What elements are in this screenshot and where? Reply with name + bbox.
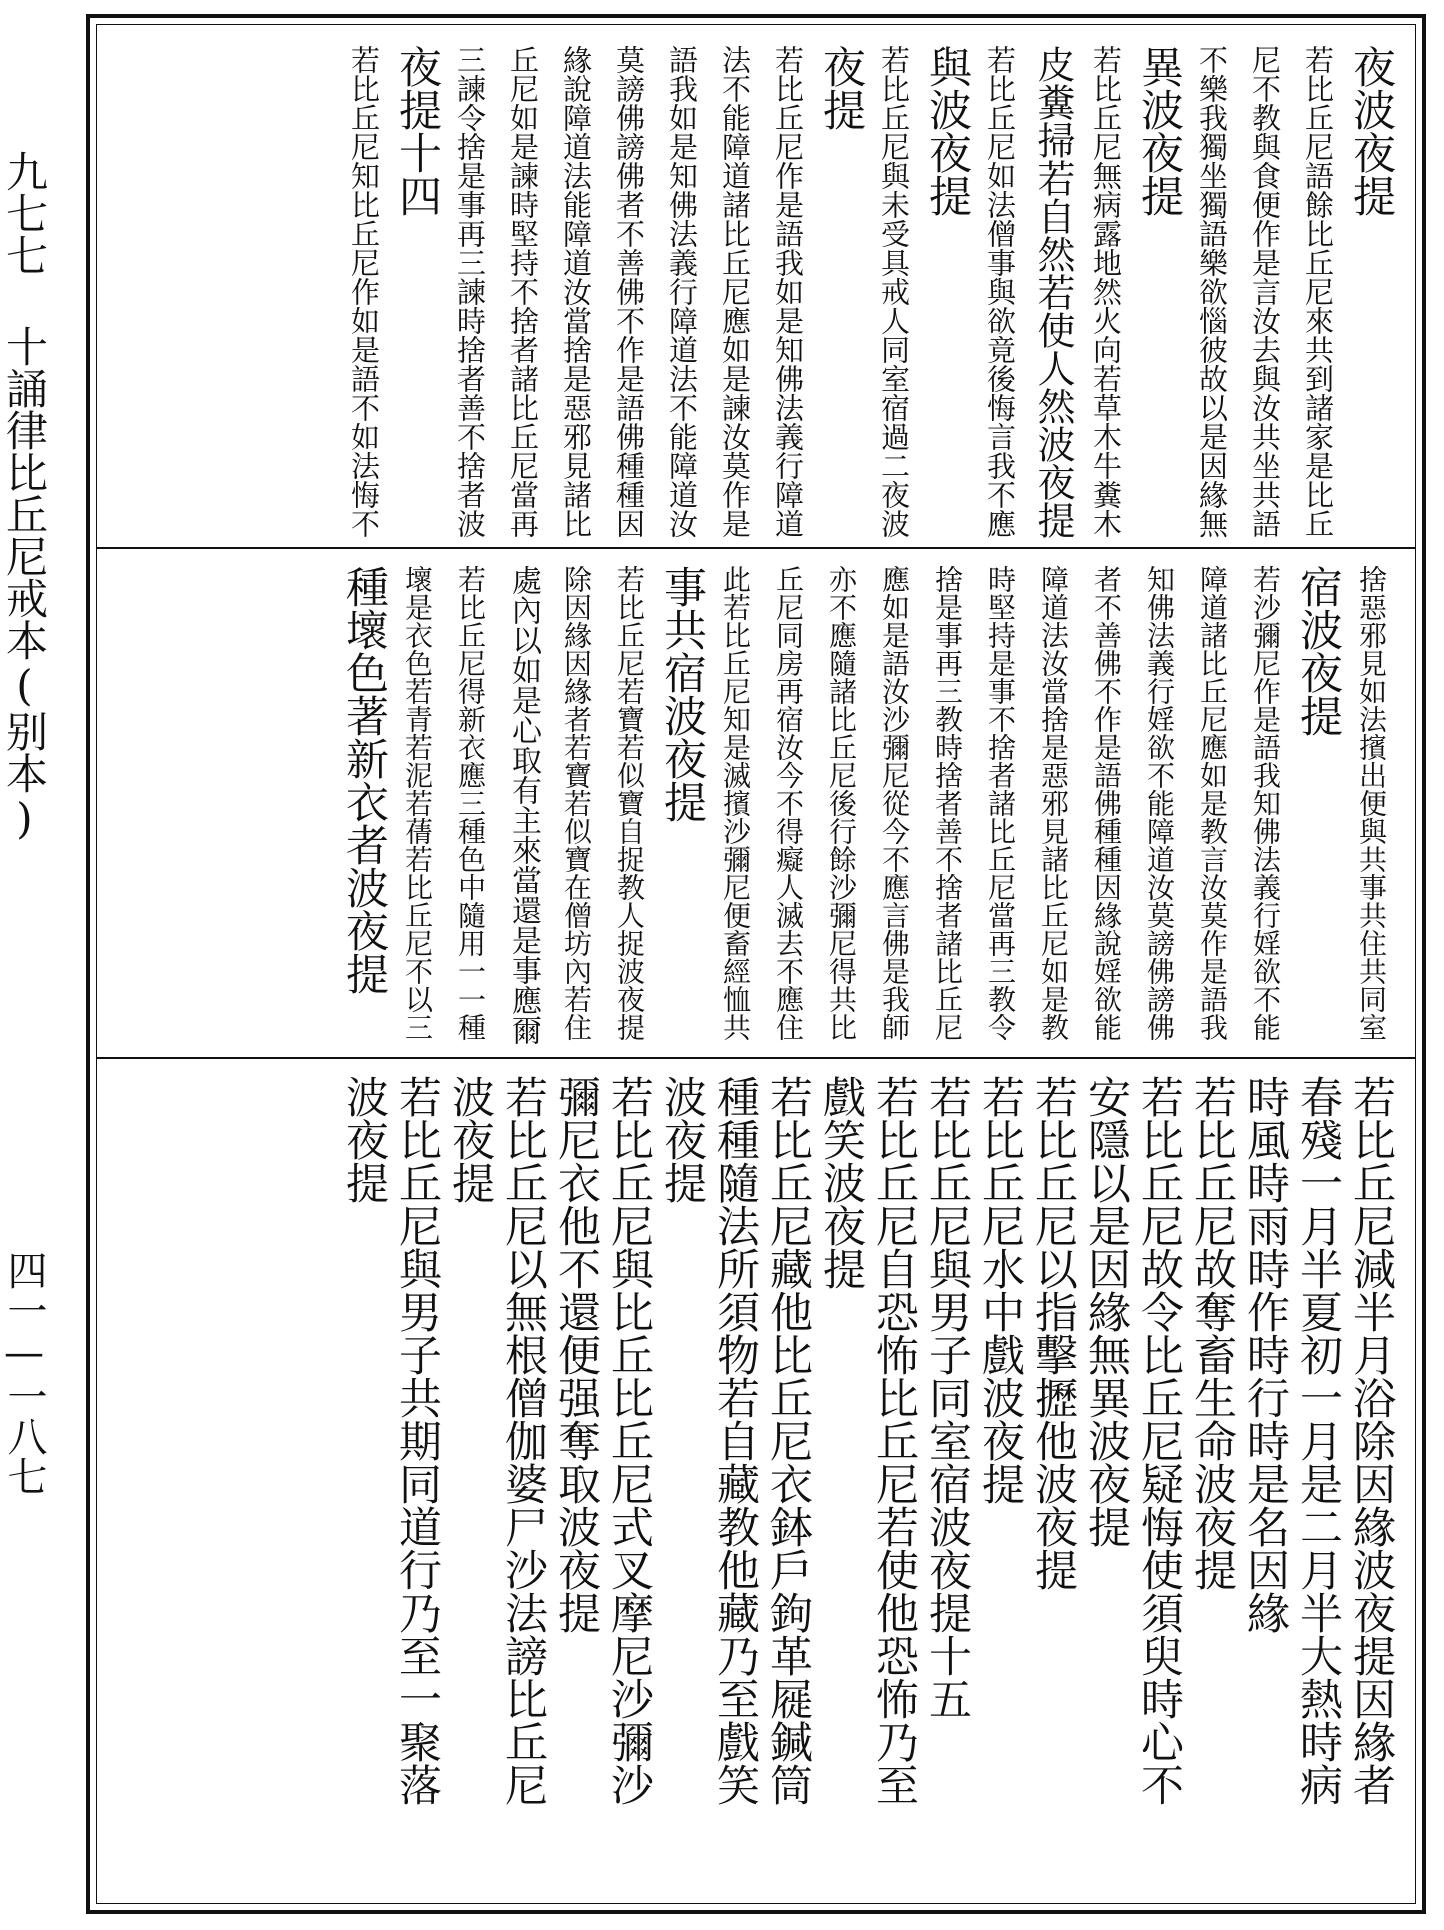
text-column: 若比丘尼如法僧事與欲竟後悔言我不應 xyxy=(983,45,1017,538)
text-column: 戲笑波夜提 xyxy=(816,1075,866,1290)
text-column: 捨是事再三教時捨者善不捨者諸比丘尼 xyxy=(931,565,964,1041)
text-column: 異波夜提 xyxy=(1134,45,1184,217)
text-column: 壞是衣色若青若泥若蒨若比丘尼不以三 xyxy=(401,565,434,1041)
text-column: 波夜提 xyxy=(339,1075,389,1204)
text-column: 捨惡邪見如法擯出便與共事共住共同室 xyxy=(1355,565,1388,1041)
text-panel-upper xyxy=(97,45,1415,545)
text-column: 亦不應隨諸比丘尼後行餘沙彌尼得共比 xyxy=(825,565,858,1041)
text-column: 若比丘尼藏他比丘尼衣鉢戶鉤革屣鍼筒 xyxy=(763,1075,813,1806)
text-column: 夜提 xyxy=(816,45,866,131)
text-column: 與波夜提 xyxy=(922,45,972,217)
text-column: 莫謗佛謗佛者不善佛不作是語佛種種因 xyxy=(612,45,646,538)
text-column: 若比丘尼無病露地然火向若草木牛糞木 xyxy=(1089,45,1123,538)
text-column: 障道諸比丘尼應如是教言汝莫作是語我 xyxy=(1196,565,1229,1041)
text-column: 波夜提 xyxy=(445,1075,495,1204)
text-column: 若沙彌尼作是語我知佛法義行婬欲不能 xyxy=(1249,565,1282,1041)
text-column: 若比丘尼與未受具戒人同室宿過二夜波 xyxy=(877,45,911,538)
text-column: 不樂我獨坐獨語樂欲惱彼故以是因緣無 xyxy=(1195,45,1229,538)
text-column: 知佛法義行婬欲不能障道汝莫謗佛謗佛 xyxy=(1143,565,1176,1041)
text-column: 若比丘尼與男子共期同道行乃至一聚落 xyxy=(392,1075,442,1806)
text-column: 若比丘尼與比丘比丘尼式叉摩尼沙彌沙 xyxy=(604,1075,654,1806)
text-column: 三諫令捨是事再三諫時捨者善不捨者波 xyxy=(453,45,487,538)
text-column: 種壞色著新衣者波夜提 xyxy=(339,565,389,995)
text-column: 此若比丘尼知是滅擯沙彌尼便畜經恤共 xyxy=(719,565,752,1041)
text-column: 若比丘尼故奪畜生命波夜提 xyxy=(1187,1075,1237,1591)
text-column: 種種隨法所須物若自藏教他藏乃至戲笑 xyxy=(710,1075,760,1806)
text-column: 若比丘尼得新衣應三種色中隨用一一種 xyxy=(454,565,487,1041)
text-column: 若比丘尼水中戲波夜提 xyxy=(975,1075,1025,1505)
text-column: 夜波夜提 xyxy=(1346,45,1396,217)
text-column: 緣說障道法能障道汝當捨是惡邪見諸比 xyxy=(559,45,593,538)
text-column: 丘尼如是諫時堅持不捨者諸比丘尼當再 xyxy=(506,45,540,538)
text-column: 時堅持是事不捨者諸比丘尼當再三教令 xyxy=(984,565,1017,1041)
text-panel-lower xyxy=(97,1075,1415,1895)
text-column: 處內以如是心取有主來當還是事應爾 xyxy=(506,565,541,1045)
text-column: 丘尼同房再宿汝今不得癡人滅去不應住 xyxy=(772,565,805,1041)
text-column: 者不善佛不作是語佛種種因緣說婬欲能 xyxy=(1090,565,1123,1041)
text-column: 若比丘尼自恐怖比丘尼若使他恐怖乃至 xyxy=(869,1075,919,1806)
text-column: 若比丘尼以指擊攊他波夜提 xyxy=(1028,1075,1078,1591)
text-column: 若比丘尼作是語我如是知佛法義行障道 xyxy=(771,45,805,538)
margin-title: 九七七 十誦律比丘尼戒本(别本) xyxy=(0,150,49,843)
text-column: 宿波夜提 xyxy=(1293,565,1343,737)
panel-divider-lower xyxy=(97,1057,1415,1059)
text-column: 若比丘尼知比丘尼作如是語不如法悔不 xyxy=(347,45,381,538)
text-column: 皮糞掃若自然若使人然波夜提 xyxy=(1031,45,1075,539)
page-frame xyxy=(86,14,1426,1914)
text-column: 若比丘尼故令比丘尼疑悔使須臾時心不 xyxy=(1134,1075,1184,1806)
text-column: 若比丘尼語餘比丘尼來共到諸家是比丘 xyxy=(1301,45,1335,538)
text-column: 若比丘尼若寶若似寶自捉教人捉波夜提 xyxy=(613,565,646,1041)
page-frame-inner xyxy=(96,24,1416,1904)
text-column: 若比丘尼以無根僧伽婆尸沙法謗比丘尼 xyxy=(498,1075,548,1806)
text-column: 波夜提 xyxy=(657,1075,707,1204)
text-column: 法不能障道諸比丘尼應如是諫汝莫作是 xyxy=(718,45,752,538)
panel-divider-upper xyxy=(97,547,1415,549)
text-column: 除因緣因緣者若寶若似寶在僧坊內若住 xyxy=(560,565,593,1041)
text-column: 時風時雨時作時行時是名因緣 xyxy=(1240,1075,1290,1634)
text-column: 夜提十四 xyxy=(392,45,442,217)
text-column: 應如是語汝沙彌尼從今不應言佛是我師 xyxy=(878,565,911,1041)
text-column: 若比丘尼與男子同室宿波夜提十五 xyxy=(922,1075,972,1720)
text-column: 語我如是知佛法義行障道法不能障道汝 xyxy=(665,45,699,538)
margin-page-number: 四一—一八七 xyxy=(1,1250,47,1496)
text-column: 安隱以是因緣無異波夜提 xyxy=(1081,1075,1131,1548)
text-column: 事共宿波夜提 xyxy=(657,565,707,823)
text-column: 若比丘尼減半月浴除因緣波夜提因緣者 xyxy=(1346,1075,1396,1806)
text-column: 彌尼衣他不還便强奪取波夜提 xyxy=(551,1075,601,1634)
text-column: 尼不教與食便作是言汝去與汝共坐共語 xyxy=(1248,45,1282,538)
text-column: 障道法汝當捨是惡邪見諸比丘尼如是教 xyxy=(1037,565,1070,1041)
text-panel-middle xyxy=(97,565,1415,1055)
text-column: 春殘一月半夏初一月是二月半大熱時病 xyxy=(1293,1075,1343,1806)
